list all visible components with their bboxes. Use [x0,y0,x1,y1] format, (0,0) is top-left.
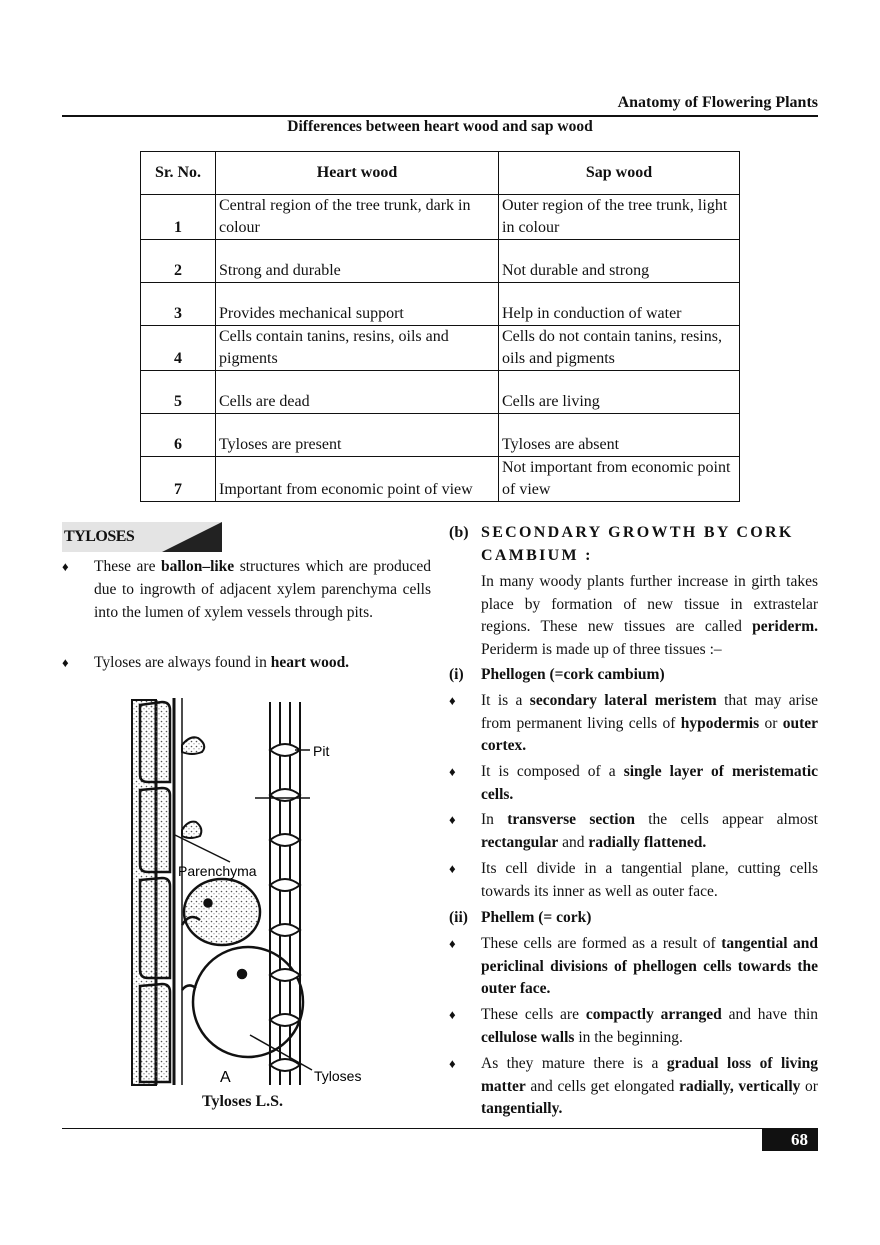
column-header-sr-no: Sr. No. [141,152,216,195]
para-bold-text: periderm. [752,618,818,635]
bullet-bold-text: gradual loss of living matter [481,1055,819,1095]
tyloses-bullet-1 [62,555,431,624]
diamond-bullet-icon: ♦ [449,861,456,876]
sap-wood-cell: Cells are living [499,371,740,414]
sr-cell: 7 [141,457,216,502]
bullet-bold-text: outer cortex. [481,714,818,754]
sr-cell: 4 [141,326,216,371]
bullet-bold-text: secondary lateral meristem [529,692,717,709]
phellogen-bullet-1 [449,690,818,758]
bullet-text: It is a [481,692,530,709]
heart-wood-cell: Cells contain tanins, resins, oils and pigments [216,326,499,371]
bullet-text: and cells get elongated [525,1077,680,1095]
tyloses-bullet-2 [62,651,431,674]
section-b-marker: (b) [449,524,469,541]
sub-ii-title: Phellem (= cork) [481,909,592,926]
section-b-title: SECONDARY GROWTH BY CORK CAMBIUM : [481,524,794,564]
para-text: Periderm is made up of three tissues :– [481,640,722,658]
sub-i-marker: (i) [449,666,464,683]
bullet-text: Its cell divide in a tangential plane, cutting cells towards its inner as well as outer face. [481,860,818,900]
bullet-bold-text: radially flattened. [588,833,707,851]
diamond-bullet-icon: ♦ [449,1056,456,1071]
heart-wood-cell: Strong and durable [216,240,499,283]
bullet-text: or [800,1077,818,1095]
header-rule [62,115,818,117]
bullet-bold-text: single layer of meristematic cells. [481,763,819,803]
heading-triangle-decoration [162,522,222,552]
sr-cell: 1 [141,195,216,240]
table-row [141,195,740,240]
bullet-text: These cells are formed as a result of [481,935,722,952]
tyloses-heading-label: TYLOSES [64,528,135,545]
heart-wood-cell: Tyloses are present [216,414,499,457]
bullet-text: Tyloses are always found in [94,654,271,671]
table-row [141,371,740,414]
figure-caption: Tyloses L.S. [202,1093,284,1110]
bullet-text: structures which are produced due to ingrowth of adjacent xylem parenchyma cells into the lumen of xylem vessels through pits. [94,558,431,621]
bullet-text: the cells appear almost [634,811,818,828]
diamond-bullet-icon: ♦ [62,655,69,670]
column-header-heart-wood: Heart wood [216,152,499,195]
heart-wood-cell: Cells are dead [216,371,499,414]
diamond-bullet-icon: ♦ [449,693,456,708]
sr-cell: 3 [141,283,216,326]
diamond-bullet-icon: ♦ [62,559,69,574]
table-row [141,240,740,283]
bullet-bold-text: transverse section [507,811,635,828]
bullet-bold-text: tangentially. [481,1100,563,1117]
phellem-bullet-2 [449,1004,818,1049]
column-header-sap-wood: Sap wood [499,152,740,195]
sub-i-title: Phellogen (=cork cambium) [481,666,665,683]
bullet-bold-text: cellulose walls [481,1028,575,1046]
para-text: In many woody plants further increase in girth takes place by formation of new tissue in extrastelar regions. These new tissues are called [481,573,818,635]
table-row [141,283,740,326]
table-row [141,326,740,371]
footer-rule [62,1128,818,1129]
bullet-text: that may arise from permanent living cells of [481,692,818,732]
sap-wood-cell: Cells do not contain tanins, resins, oils and pigments [499,326,740,371]
sub-ii-marker: (ii) [449,909,468,926]
bullet-text: These are [94,558,161,575]
sap-wood-cell: Tyloses are absent [499,414,740,457]
phellem-bullet-1 [449,933,818,1001]
sr-cell: 2 [141,240,216,283]
bullet-bold-text: rectangular [481,833,559,851]
bullet-text: It is composed of a [481,763,624,780]
diamond-bullet-icon: ♦ [449,812,456,827]
phellogen-bullet-2 [449,761,819,806]
table-caption: Differences between heart wood and sap wood [287,118,593,135]
table-row [141,457,740,502]
bullet-text: or [759,714,783,732]
table-row [141,414,740,457]
heart-wood-cell: Central region of the tree trunk, dark in colour [216,195,499,240]
page-header-title: Anatomy of Flowering Plants [617,94,818,111]
sap-wood-cell: Not durable and strong [499,240,740,283]
tyloses-figure [130,690,380,1090]
heart-wood-cell: Provides mechanical support [216,283,499,326]
label-pit: Pit [313,743,330,759]
sap-wood-cell: Outer region of the tree trunk, light in colour [499,195,740,240]
bullet-bold-text: ballon–like [160,558,235,575]
label-a: A [220,1069,231,1086]
page-number: 68 [762,1128,818,1151]
section-b-paragraph [481,571,818,661]
bullet-text: These cells are [481,1006,586,1023]
label-parenchyma: Parenchyma [178,863,257,879]
bullet-text: and have thin [721,1006,818,1023]
phellogen-bullet-4 [449,858,818,903]
heart-wood-cell: Important from economic point of view [216,457,499,502]
bullet-bold-text: compactly arranged [585,1006,722,1023]
label-tyloses: Tyloses [314,1068,362,1084]
bullet-bold-text: tangential and periclinal divisions of phellogen cells towards the outer face. [481,935,818,997]
diamond-bullet-icon: ♦ [449,1007,456,1022]
diamond-bullet-icon: ♦ [449,764,456,779]
sap-wood-cell: Help in conduction of water [499,283,740,326]
bullet-bold-text: hypodermis [680,714,760,732]
sr-cell: 5 [141,371,216,414]
sr-cell: 6 [141,414,216,457]
differences-table [140,151,740,502]
sap-wood-cell: Not important from economic point of view [499,457,740,502]
bullet-text: As they mature there is a [481,1055,667,1072]
phellogen-bullet-3 [449,809,818,854]
bullet-bold-text: heart wood. [270,654,350,671]
bullet-text: in the beginning. [574,1028,683,1046]
diamond-bullet-icon: ♦ [449,936,456,951]
phellem-bullet-3 [449,1053,819,1121]
bullet-bold-text: radially, vertically [679,1077,801,1095]
bullet-text: In [481,811,508,828]
tyloses-heading [62,522,222,552]
bullet-text: and [558,833,589,851]
